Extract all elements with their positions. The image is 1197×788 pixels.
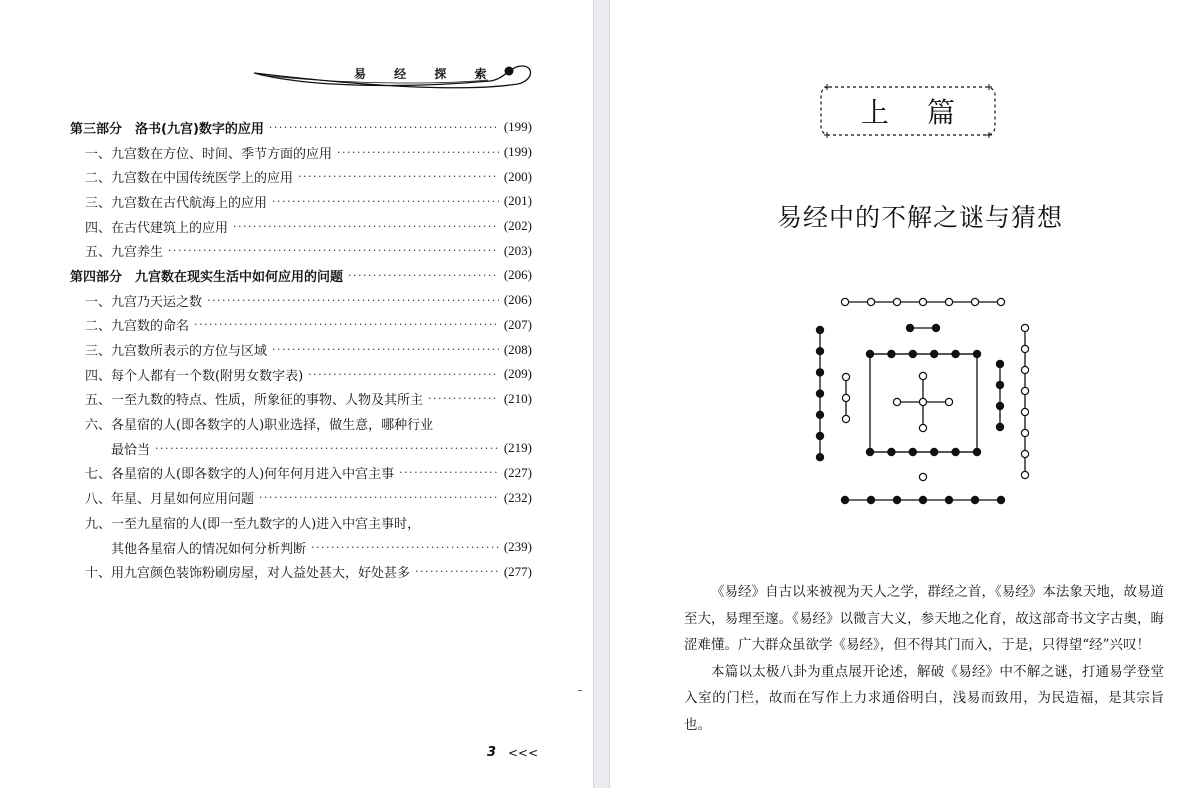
yin-dot bbox=[931, 448, 938, 455]
toc-entry-row bbox=[70, 238, 532, 263]
toc-entry-row bbox=[70, 559, 532, 584]
yang-dot bbox=[1021, 471, 1028, 478]
toc-entry-row bbox=[70, 510, 532, 535]
toc-leader-dots bbox=[155, 442, 499, 455]
yang-dot bbox=[1021, 324, 1028, 331]
yin-dot bbox=[816, 454, 823, 461]
luoshu-diagram-icon bbox=[810, 292, 1036, 510]
toc-entry-row bbox=[70, 140, 532, 165]
toc-leader-dots bbox=[168, 244, 499, 257]
toc-page-number: (209) bbox=[503, 366, 532, 382]
intro-text bbox=[684, 579, 1164, 738]
toc-leader-dots bbox=[269, 121, 499, 134]
part-subtitle: 易经中的不解之谜与猜想 bbox=[776, 203, 1063, 232]
yang-dot bbox=[997, 298, 1004, 305]
toc-entry-row bbox=[70, 189, 532, 214]
yin-dot bbox=[816, 390, 823, 397]
yin-dot bbox=[919, 496, 926, 503]
yang-dot bbox=[919, 398, 926, 405]
yang-dot bbox=[919, 473, 926, 480]
intro-paragraph: 本篇以太极八卦为重点展开论述，解破《易经》中不解之谜，打通易学登堂入室的门栏，故而在写作上力求通俗明白，浅易而致用，为民造福，是其宗旨也。 bbox=[684, 663, 1164, 733]
toc-entry-row bbox=[70, 288, 532, 313]
toc-page-number: (239) bbox=[503, 539, 532, 555]
yang-dot bbox=[842, 394, 849, 401]
intro-paragraph: 《易经》自古以来被视为天人之学，群经之首，《易经》本法象天地，故易道至大，易理至邃。《易经》以微言大义，参天地之化育，故这部奇书文字古奥，晦涩难懂。广大群众虽欲学《易经》，但不得其门而入，于是，只得望“经”兴叹！ bbox=[684, 584, 1164, 653]
yin-dot bbox=[866, 350, 873, 357]
toc-leader-dots bbox=[311, 541, 499, 554]
toc-entry-title: 第四部分 九宫数在现实生活中如何应用的问题 bbox=[70, 269, 344, 285]
toc-page-number: (199) bbox=[503, 119, 532, 135]
toc-leader-dots bbox=[308, 368, 499, 381]
toc-page-number: (207) bbox=[503, 316, 532, 332]
toc-entry-row bbox=[70, 411, 532, 436]
yin-dot bbox=[909, 350, 916, 357]
yang-dot bbox=[842, 415, 849, 422]
toc-entry-title: 六、各星宿的人(即各数字的人)职业选择，做生意，哪种行业 bbox=[85, 418, 434, 434]
toc-entry-title: 四、每个人都有一个数(附男女数字表) bbox=[85, 368, 304, 384]
toc-page-number: (232) bbox=[503, 489, 532, 505]
yin-dot bbox=[996, 402, 1003, 409]
toc-leader-dots bbox=[337, 146, 499, 159]
toc-entry-row bbox=[70, 214, 532, 239]
left-page bbox=[0, 0, 593, 788]
yang-dot bbox=[1021, 450, 1028, 457]
yang-dot bbox=[919, 372, 926, 379]
toc-section-row bbox=[70, 263, 532, 288]
toc-entry-row bbox=[70, 313, 532, 338]
toc-page-number: (201) bbox=[503, 193, 532, 209]
toc-entry-title: 九、一至九星宿的人(即一至九数字的人)进入中宫主事时， bbox=[85, 516, 421, 532]
yin-dot bbox=[816, 348, 823, 355]
yin-dot bbox=[906, 324, 913, 331]
yin-dot bbox=[888, 350, 895, 357]
toc-page-number: (202) bbox=[503, 218, 532, 234]
yin-dot bbox=[996, 360, 1003, 367]
toc-entry-title: 二、九宫数的命名 bbox=[85, 319, 190, 335]
toc-entry-title: 七、各星宿的人(即各数字的人)何年何月进入中宫主事 bbox=[85, 467, 395, 483]
yang-dot bbox=[842, 373, 849, 380]
toc-page-number: (206) bbox=[503, 267, 532, 283]
yang-dot bbox=[867, 298, 874, 305]
toc-entry-title: 十、用九宫颜色装饰粉刷房屋，对人益处甚大，好处甚多 bbox=[85, 566, 411, 582]
yin-dot bbox=[973, 350, 980, 357]
yin-dot bbox=[816, 369, 823, 376]
yang-dot bbox=[893, 398, 900, 405]
toc-leader-dots bbox=[428, 392, 499, 405]
toc-entry-title: 四、在古代建筑上的应用 bbox=[85, 220, 229, 236]
running-title: 易 经 探 索 bbox=[354, 67, 499, 81]
yin-dot bbox=[952, 448, 959, 455]
right-page bbox=[610, 0, 1197, 788]
yin-dot bbox=[816, 411, 823, 418]
page-arrows: <<< bbox=[508, 746, 539, 760]
toc-page-number: (199) bbox=[503, 144, 532, 160]
toc-entry-row bbox=[70, 436, 532, 461]
toc-entry-title: 五、一至九数的特点、性质，所象征的事物、人物及其所主 bbox=[85, 393, 424, 409]
toc-leader-dots bbox=[348, 269, 499, 282]
yin-dot bbox=[816, 432, 823, 439]
page-number: 3 bbox=[487, 745, 497, 760]
yang-dot bbox=[893, 298, 900, 305]
yin-dot bbox=[997, 496, 1004, 503]
toc-entry-row bbox=[70, 387, 532, 412]
yang-dot bbox=[1021, 408, 1028, 415]
toc-entry-row bbox=[70, 535, 532, 560]
toc-entry-title: 第三部分 洛书(九宫)数字的应用 bbox=[70, 121, 264, 137]
toc-entry-title: 其他各星宿人的情况如何分析判断 bbox=[111, 541, 307, 557]
yin-dot bbox=[945, 496, 952, 503]
yin-dot bbox=[952, 350, 959, 357]
toc-section-row bbox=[70, 115, 532, 140]
part-label-frame bbox=[817, 83, 999, 139]
yin-dot bbox=[909, 448, 916, 455]
part-label: 上篇 bbox=[860, 96, 993, 129]
yin-dot bbox=[973, 448, 980, 455]
toc-entry-row bbox=[70, 461, 532, 486]
running-header bbox=[250, 58, 540, 92]
toc-entry-title: 五、九宫养生 bbox=[85, 245, 164, 261]
yin-dot bbox=[996, 381, 1003, 388]
toc-page-number: (210) bbox=[503, 390, 532, 406]
toc-page-number: (206) bbox=[503, 292, 532, 308]
yang-dot bbox=[1021, 387, 1028, 394]
yang-dot bbox=[971, 298, 978, 305]
yang-dot bbox=[945, 398, 952, 405]
toc-leader-dots bbox=[399, 466, 499, 479]
yang-dot bbox=[1021, 345, 1028, 352]
toc-entry-title: 八、年星、月星如何应用问题 bbox=[85, 492, 255, 508]
yin-dot bbox=[996, 423, 1003, 430]
toc-entry-title: 三、九宫数在古代航海上的应用 bbox=[85, 195, 268, 211]
toc-entry-title: 最恰当 bbox=[111, 442, 151, 458]
toc-entry-row bbox=[70, 362, 532, 387]
toc-leader-dots bbox=[259, 491, 499, 504]
yin-dot bbox=[893, 496, 900, 503]
toc-page-number: (219) bbox=[503, 440, 532, 456]
yin-dot bbox=[866, 448, 873, 455]
yin-dot bbox=[841, 496, 848, 503]
toc-leader-dots bbox=[415, 565, 499, 578]
print-mark bbox=[578, 690, 582, 691]
toc-leader-dots bbox=[194, 318, 499, 331]
toc-entry-title: 二、九宫数在中国传统医学上的应用 bbox=[85, 171, 294, 187]
toc-leader-dots bbox=[272, 195, 499, 208]
toc-leader-dots bbox=[272, 343, 499, 356]
yang-dot bbox=[1021, 366, 1028, 373]
yang-dot bbox=[919, 424, 926, 431]
table-of-contents bbox=[70, 115, 532, 584]
toc-entry-row bbox=[70, 164, 532, 189]
yang-dot bbox=[841, 298, 848, 305]
toc-entry-title: 一、九宫乃天运之数 bbox=[85, 294, 203, 310]
yin-dot bbox=[932, 324, 939, 331]
toc-entry-row bbox=[70, 337, 532, 362]
yin-dot bbox=[931, 350, 938, 357]
yin-dot bbox=[888, 448, 895, 455]
page-gutter bbox=[593, 0, 610, 788]
toc-page-number: (277) bbox=[503, 563, 532, 579]
yang-dot bbox=[919, 298, 926, 305]
toc-entry-title: 三、九宫数所表示的方位与区域 bbox=[85, 344, 268, 360]
yang-dot bbox=[945, 298, 952, 305]
toc-entry-row bbox=[70, 485, 532, 510]
toc-page-number: (203) bbox=[503, 242, 532, 258]
toc-leader-dots bbox=[233, 220, 499, 233]
yang-dot bbox=[1021, 429, 1028, 436]
toc-entry-title: 一、九宫数在方位、时间、季节方面的应用 bbox=[85, 146, 333, 162]
toc-leader-dots bbox=[207, 294, 499, 307]
yin-dot bbox=[867, 496, 874, 503]
toc-page-number: (208) bbox=[503, 341, 532, 357]
toc-leader-dots bbox=[298, 170, 499, 183]
yin-dot bbox=[816, 326, 823, 333]
yin-dot bbox=[971, 496, 978, 503]
toc-page-number: (227) bbox=[503, 464, 532, 480]
toc-page-number: (200) bbox=[503, 168, 532, 184]
